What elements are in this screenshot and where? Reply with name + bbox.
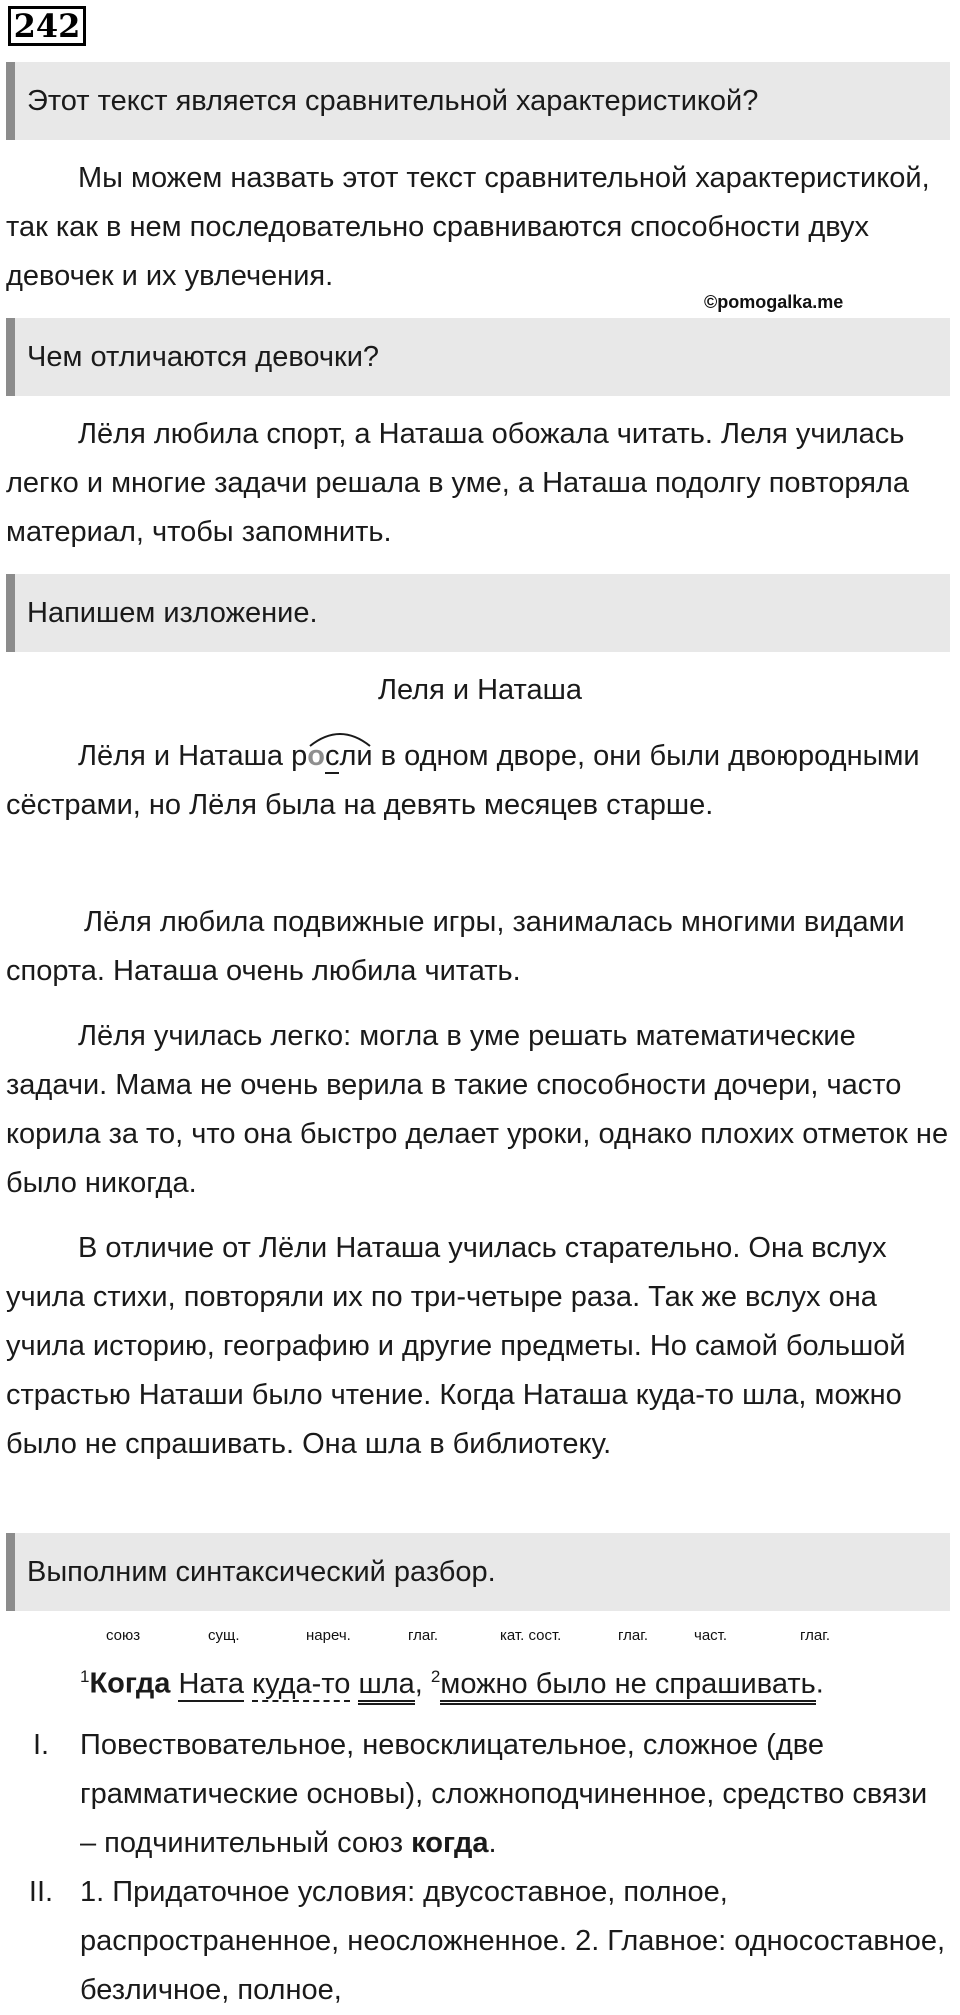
essay-paragraph-4: В отличие от Лёли Наташа училась старательно. Она вслух учила стихи, повторяли их по три-четыре раза. Так же вслух она учила историю, географию и другие предметы. Но самой большой страстью Наташи было чтение. Когда Наташа куда-то шла, можно было не спрашивать. Она шла в библиотеку.: [6, 1232, 906, 1460]
marked-word-rosli: рос: [291, 740, 340, 772]
analysis-numeral-1: I.: [32, 1729, 50, 1761]
pos-label: глаг.: [618, 1627, 649, 1644]
task-number: 242: [8, 6, 86, 46]
pos-label: союз: [106, 1627, 141, 1644]
question-differences: Чем отличаются девочки?: [6, 318, 950, 396]
essay-paragraph-3: Лёля училась легко: могла в уме решать математические задачи. Мама не очень верила в такие способности дочери, часто корила за то, что она быстро делает уроки, однако плохих отметок не было никогда.: [6, 1020, 949, 1199]
pos-label: глаг.: [800, 1627, 831, 1644]
pos-label: кат. сост.: [500, 1627, 562, 1644]
essay-title: Леля и Наташа: [377, 674, 583, 706]
analysis-item-2: 1. Придаточное условия: двусоставное, полное, распространенное, неосложненное. 2. Главное: односоставное, безличное, полное,: [80, 1876, 946, 2006]
question-comparative: Этот текст является сравнительной характеристикой?: [6, 62, 950, 140]
pos-label: сущ.: [208, 1627, 240, 1644]
answer-differences: Лёля любила спорт, а Наташа обожала читать. Леля училась легко и многие задачи решала в уме, а Наташа подолгу повторяла материал, чтобы запомнить.: [6, 418, 909, 548]
pos-label: част.: [694, 1627, 728, 1644]
answer-comparative: Мы можем назвать этот текст сравнительной характеристикой, так как в нем последовательно сравниваются способности двух девочек и их увлечения.: [6, 162, 930, 292]
syntax-sentence: $^1$Когда Ната куда-то шла, $^2$можно было не спрашивать.: [80, 1652, 824, 1709]
essay-paragraph-2: Лёля любила подвижные игры, занималась многими видами спорта. Наташа очень любила читать.: [6, 906, 905, 987]
analysis-item-1: Повествовательное, невосклицательное, сложное (две грамматические основы), сложноподчиненное, средство связи – подчинительный союз когда.: [80, 1729, 928, 1859]
pos-label: нареч.: [306, 1627, 351, 1644]
watermark: ©pomogalka.me: [704, 292, 844, 312]
question-syntax: Выполним синтаксический разбор.: [6, 1533, 950, 1611]
essay-paragraph-1: Лёля и Наташа росли в одном дворе, они были двоюродными сёстрами, но Лёля была на девять месяцев старше.: [6, 740, 920, 821]
pos-label: глаг.: [408, 1627, 439, 1644]
analysis-numeral-2: II.: [28, 1876, 54, 1908]
question-essay: Напишем изложение.: [6, 574, 950, 652]
